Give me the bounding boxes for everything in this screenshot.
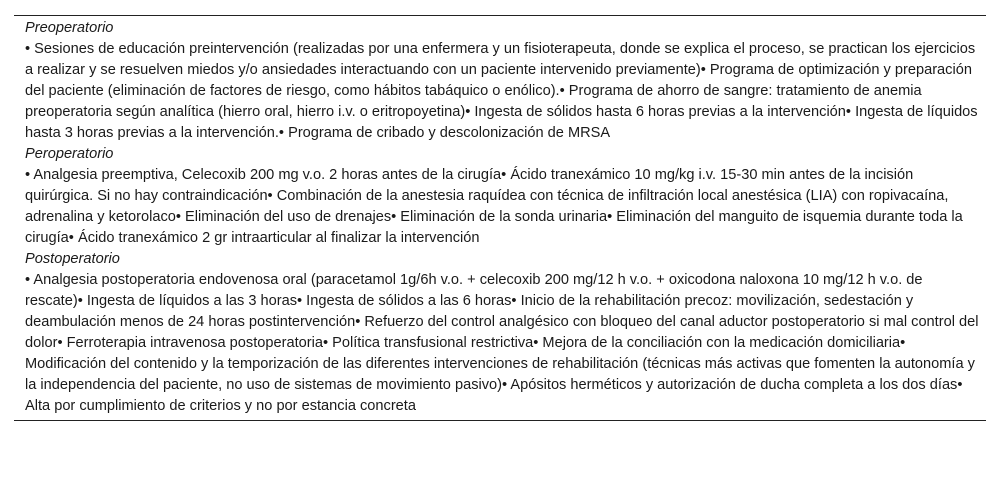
section-title: Postoperatorio bbox=[25, 251, 120, 267]
section-body: • Analgesia preemptiva, Celecoxib 200 mg v.o. 2 horas antes de la cirugía• Ácido tranexámico 10 mg/kg i.v. 15-30 min antes de la incisión quirúrgica. Si no hay contraindicación• Combinación de la anestesia raquídea con técnica de infiltración local anestésica (LIA) con ropivacaína, adrenalina y ketorolaco• Eliminación del uso de drenajes• Eliminación de la sonda urinaria• Eliminación del manguito de isquemia durante toda la cirugía• Ácido tranexámico 2 gr intraarticular al finalizar la intervención bbox=[25, 167, 963, 246]
section-body: • Analgesia postoperatoria endovenosa oral (paracetamol 1g/6h v.o. + celecoxib 200 mg/12 h v.o. + oxicodona naloxona 10 mg/12 h v.o. de rescate)• Ingesta de líquidos a las 3 horas• Ingesta de sólidos a las 6 horas• Inicio de la rehabilitación precoz: movilización, sedestación y deambulación menos de 24 horas postintervención• Refuerzo del control analgésico con bloqueo del canal aductor postoperatorio si mal control del dolor• Ferroterapia intravenosa postoperatoria• Política transfusional restrictiva• Mejora de la conciliación con la medicación domiciliaria• Modificación del contenido y la temporización de las diferentes intervenciones de rehabilitación (técnicas más activas que fomenten la autonomía y la independencia del paciente, no uso de sistemas de movimiento pasivo)• Apósitos herméticos y autorización de ducha completa a los dos días• Alta por cumplimiento de criterios y no por estancia concreta bbox=[25, 272, 979, 414]
section-body: • Sesiones de educación preintervención (realizadas por una enfermera y un fisioterapeuta, donde se explica el proceso, se practican los ejercicios a realizar y se resuelven miedos y/o ansiedades interactuando con un paciente intervenido previamente)• Programa de optimización y preparación del paciente (eliminación de factores de riesgo, como hábitos tabáquico o enólico).• Programa de ahorro de sangre: tratamiento de anemia preoperatoria según analítica (hierro oral, hierro i.v. o eritropoyetina)• Ingesta de sólidos hasta 6 horas previas a la intervención• Ingesta de líquidos hasta 3 horas previas a la intervención.• Programa de cribado y descolonización de MRSA bbox=[25, 41, 978, 141]
section-title: Preoperatorio bbox=[25, 20, 114, 36]
section-title: Peroperatorio bbox=[25, 146, 114, 162]
section-postoperatorio bbox=[14, 249, 986, 417]
section-peroperatorio bbox=[14, 144, 986, 249]
protocol-table bbox=[14, 15, 986, 421]
section-preoperatorio bbox=[14, 18, 986, 144]
